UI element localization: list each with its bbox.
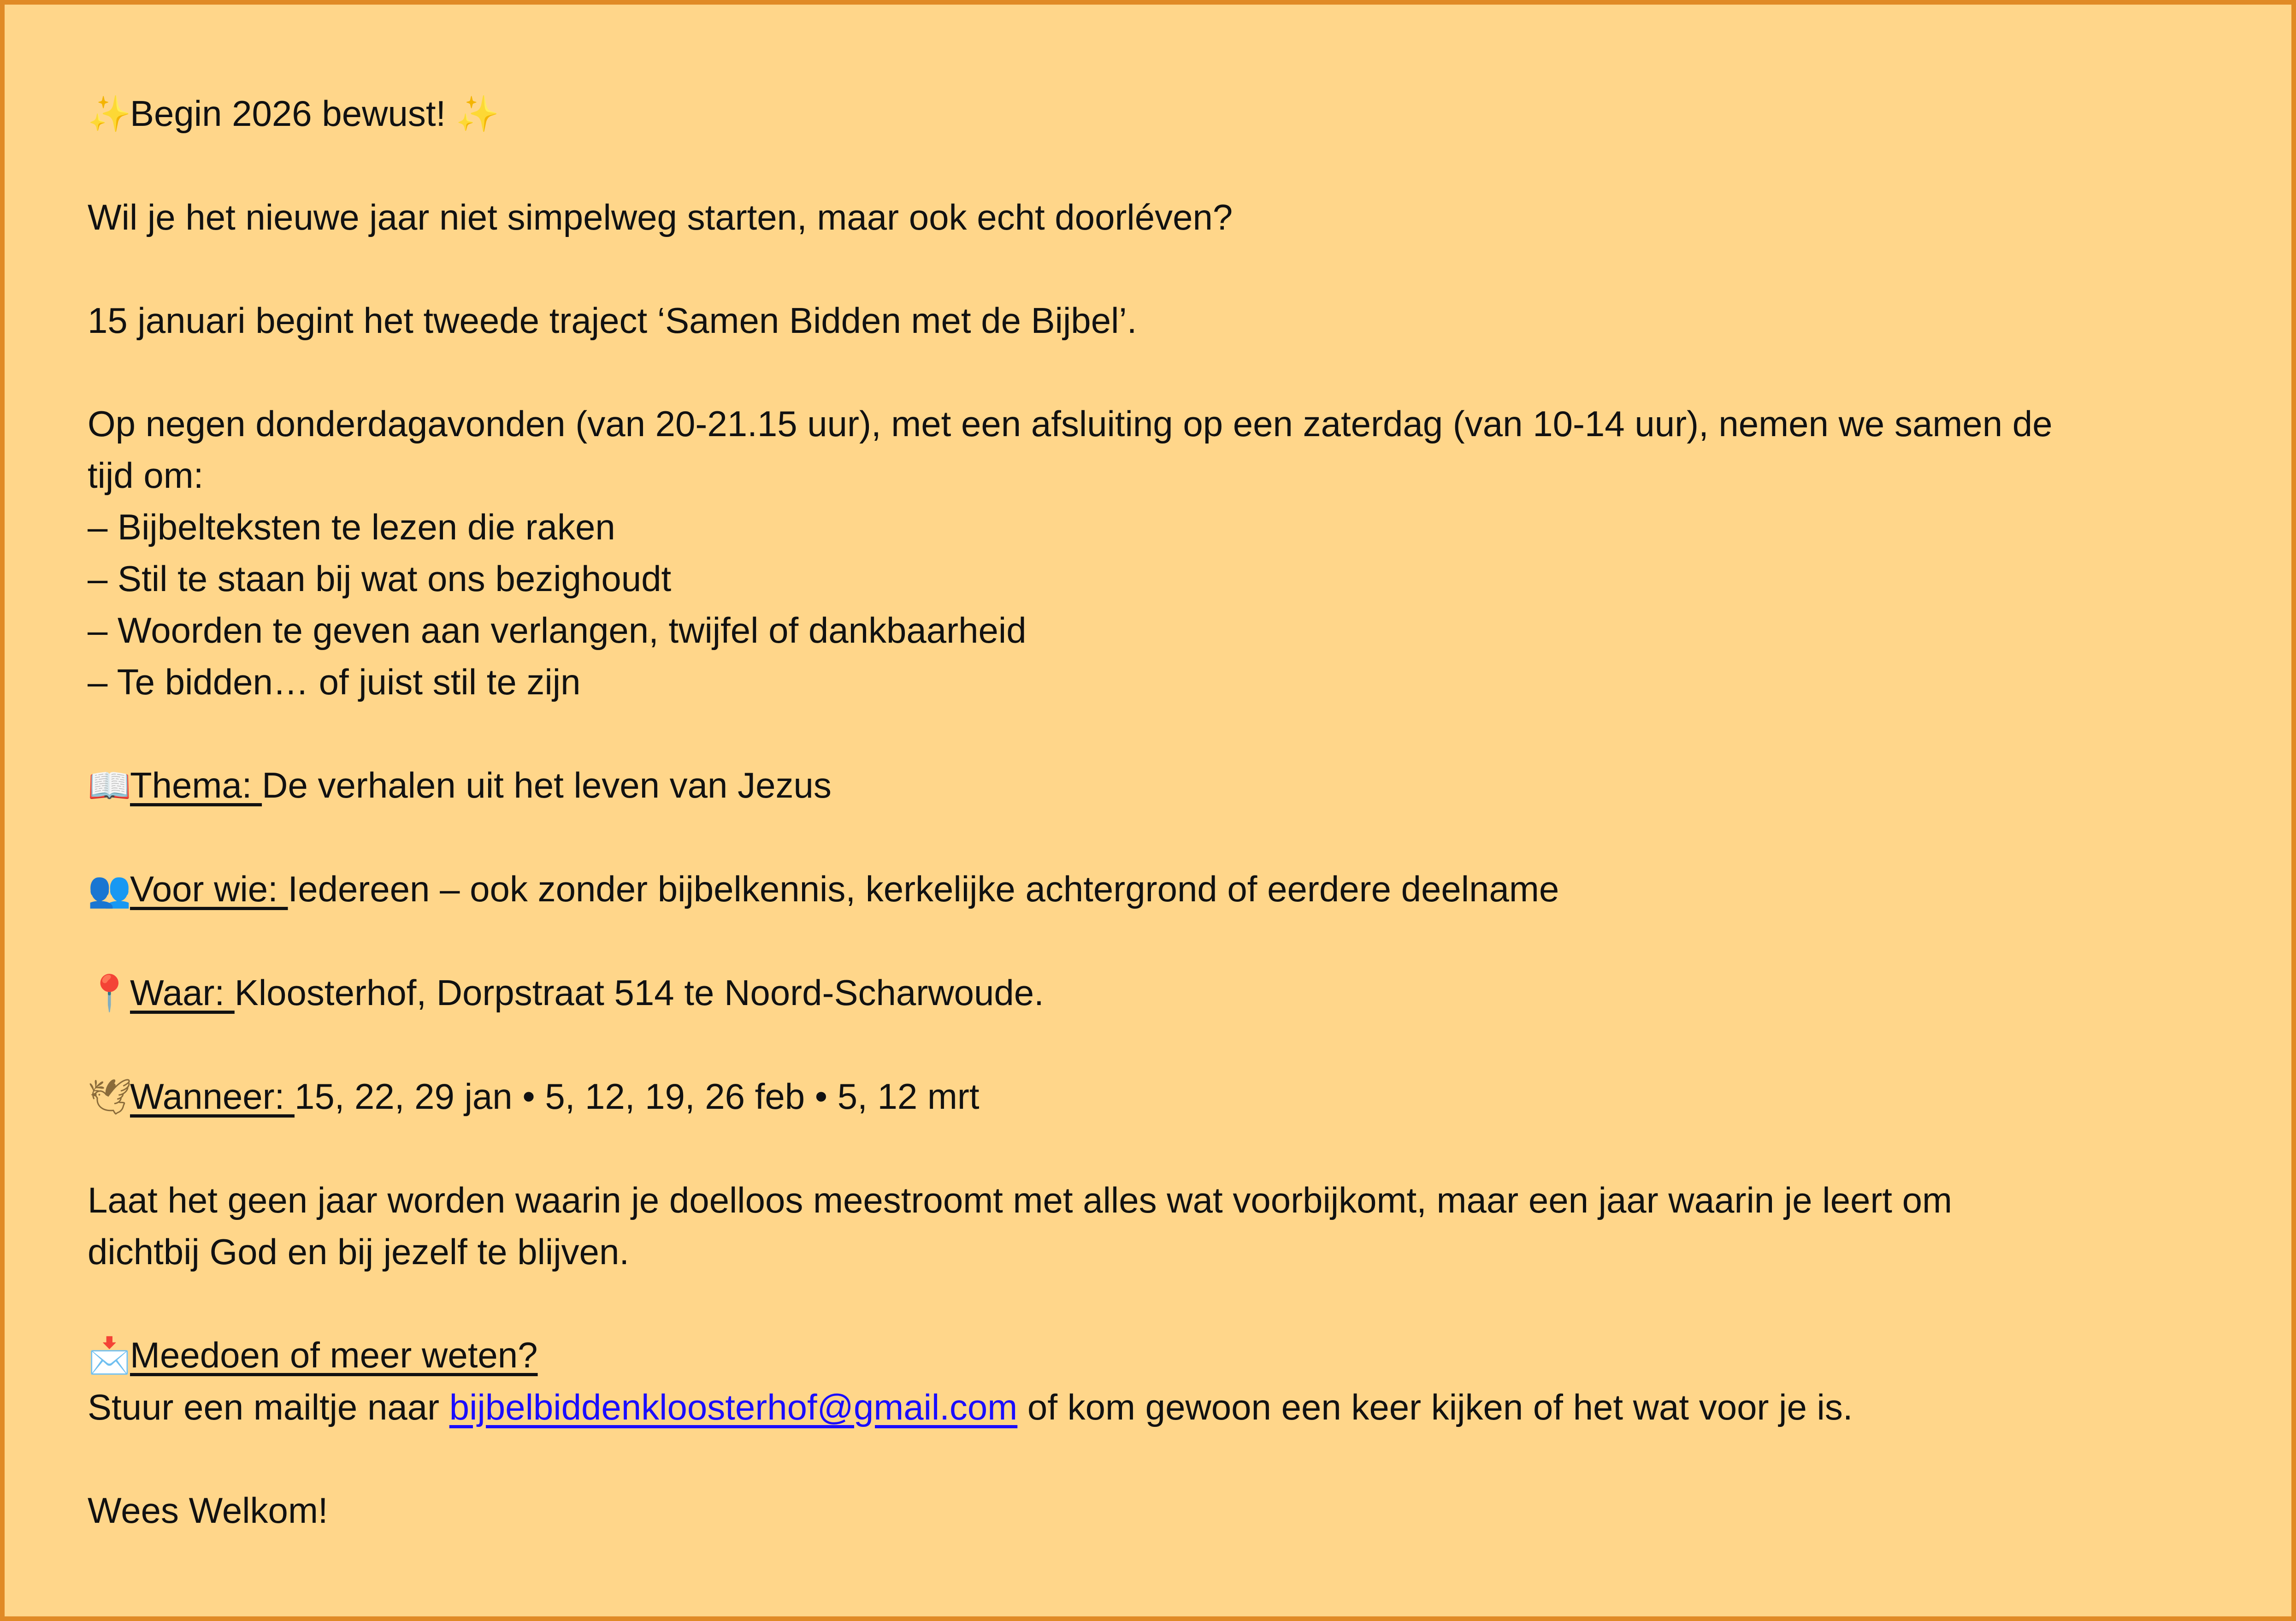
theme-heading xyxy=(88,765,262,805)
dates-value: 15, 22, 29 jan • 5, 12, 19, 26 feb • 5, 12 mrt xyxy=(294,1076,980,1117)
contact-suffix: of kom gewoon een keer kijken of het wat voor je is. xyxy=(1017,1387,1853,1427)
welcome-text: Wees Welkom! xyxy=(88,1490,328,1531)
theme-value: De verhalen uit het leven van Jezus xyxy=(262,765,832,805)
flyer-content xyxy=(88,88,2231,1536)
closing-line-2: dichtbij God en bij jezelf te blijven. xyxy=(88,1231,629,1272)
page-title: Begin 2026 bewust! xyxy=(130,93,446,134)
location-line xyxy=(88,967,2231,1019)
activity-item: – Te bidden… of juist stil te zijn xyxy=(88,662,581,702)
schedule-line-1: Op negen donderdagavonden (van 20-21.15 uur), met een afsluiting op een zaterdag (van 10-14 uur), nemen we samen de xyxy=(88,403,2053,444)
envelope-icon: 📩 xyxy=(88,1335,131,1376)
activity-item: – Woorden te geven aan verlangen, twijfel of dankbaarheid xyxy=(88,610,1027,651)
closing-line-1: Laat het geen jaar worden waarin je doelloos meestroomt met alles wat voorbijkomt, maar een jaar waarin je leert om xyxy=(88,1180,1952,1220)
people-icon: 👥 xyxy=(88,869,131,910)
audience-value: Iedereen – ook zonder bijbelkennis, kerkelijke achtergrond of eerdere deelname xyxy=(288,869,1559,909)
schedule-line-2: tijd om: xyxy=(88,455,204,496)
contact-prefix: Stuur een mailtje naar xyxy=(88,1387,449,1427)
location-label: Waar: xyxy=(130,972,235,1013)
audience-label: Voor wie: xyxy=(130,869,288,909)
location-value: Kloosterhof, Dorpstraat 514 te Noord-Scharwoude. xyxy=(234,972,1044,1013)
title-line xyxy=(88,88,2231,140)
dates-line xyxy=(88,1071,2231,1123)
theme-label: Thema: xyxy=(130,765,262,805)
contact-line xyxy=(88,1381,2231,1433)
activity-item: – Stil te staan bij wat ons bezighoudt xyxy=(88,558,672,599)
intro-question: Wil je het nieuwe jaar niet simpelweg starten, maar ook echt doorléven? xyxy=(88,197,1233,237)
contact-heading-text: Meedoen of meer weten? xyxy=(130,1335,538,1375)
activity-item: – Bijbelteksten te lezen die raken xyxy=(88,507,615,547)
dove-icon: 🕊 xyxy=(88,1076,132,1117)
audience-heading xyxy=(88,869,288,909)
sparkles-icon: ✨ xyxy=(88,93,131,134)
email-link[interactable]: bijbelbiddenkloosterhof@gmail.com xyxy=(449,1387,1018,1427)
sparkles-icon: ✨ xyxy=(455,93,500,134)
pushpin-icon: 📍 xyxy=(88,972,131,1013)
contact-heading-line xyxy=(88,1329,2231,1381)
dates-heading xyxy=(88,1076,295,1117)
open-book-icon: 📖 xyxy=(88,765,131,806)
dates-label: Wanneer: xyxy=(130,1076,295,1117)
audience-line xyxy=(88,863,2231,915)
theme-line xyxy=(88,759,2231,811)
contact-heading xyxy=(88,1335,538,1375)
location-heading xyxy=(88,972,235,1013)
start-announcement: 15 januari begint het tweede traject ‘Samen Bidden met de Bijbel’. xyxy=(88,300,1137,341)
